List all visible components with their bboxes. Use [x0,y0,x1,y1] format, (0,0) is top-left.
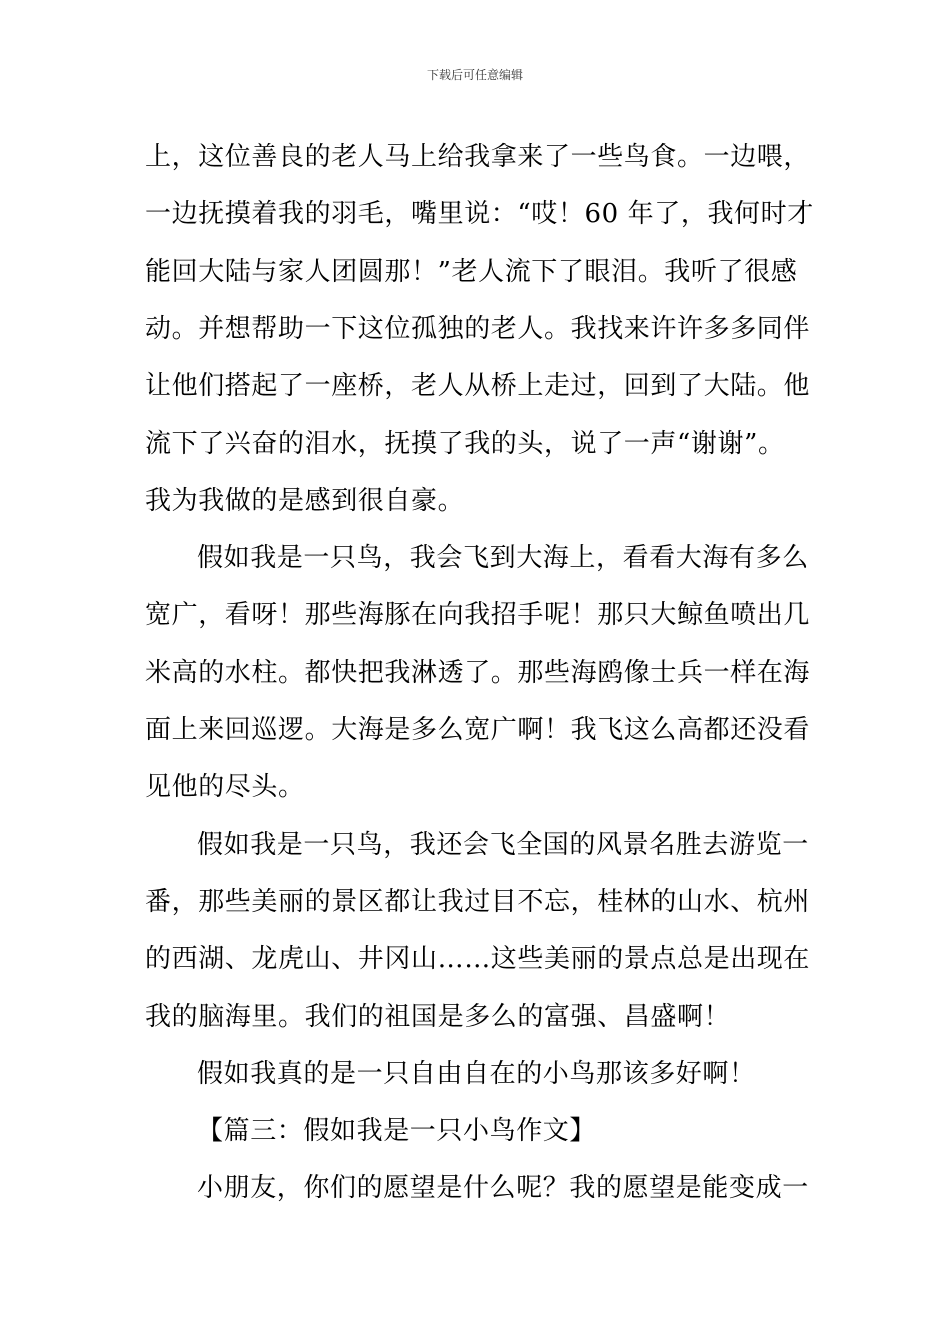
text-line: 流下了兴奋的泪水，抚摸了我的头，说了一声“谢谢”。 [145,429,785,459]
text-line: 上，这位善良的老人马上给我拿来了一些鸟食。一边喂， [145,142,811,172]
page-header: 下载后可任意编辑 [426,68,523,82]
text-line: 我的脑海里。我们的祖国是多么的富强、昌盛啊！ [145,1002,731,1032]
text-line: 【篇三：假如我是一只小鸟作文】 [197,1116,597,1146]
text-line: 能回大陆与家人团圆那！”老人流下了眼泪。我听了很感 [145,257,798,287]
text-line: 见他的尽头。 [145,772,305,802]
text-line: 假如我是一只鸟，我会飞到大海上，看看大海有多么 [197,543,809,573]
text-line: 我为我做的是感到很自豪。 [145,486,465,516]
text-line: 小朋友，你们的愿望是什么呢？我的愿望是能变成一 [197,1173,809,1203]
text-line: 番，那些美丽的景区都让我过目不忘，桂林的山水、杭州 [145,887,811,917]
text-line: 一边抚摸着我的羽毛，嘴里说：“哎！60 年了，我何时才 [145,199,814,229]
text-line: 让他们搭起了一座桥，老人从桥上走过，回到了大陆。他 [145,371,811,401]
text-line: 米高的水柱。都快把我淋透了。那些海鸥像士兵一样在海 [145,658,811,688]
text-line: 的西湖、龙虎山、井冈山……这些美丽的景点总是出现在 [145,944,811,974]
text-line: 面上来回巡逻。大海是多么宽广啊！我飞这么高都还没看 [145,715,811,745]
text-line: 宽广，看呀！那些海豚在向我招手呢！那只大鲸鱼喷出几 [145,600,811,630]
text-line: 假如我是一只鸟，我还会飞全国的风景名胜去游览一 [197,830,809,860]
text-line: 假如我真的是一只自由自在的小鸟那该多好啊！ [197,1059,756,1089]
text-line: 动。并想帮助一下这位孤独的老人。我找来许许多多同伴 [145,314,811,344]
